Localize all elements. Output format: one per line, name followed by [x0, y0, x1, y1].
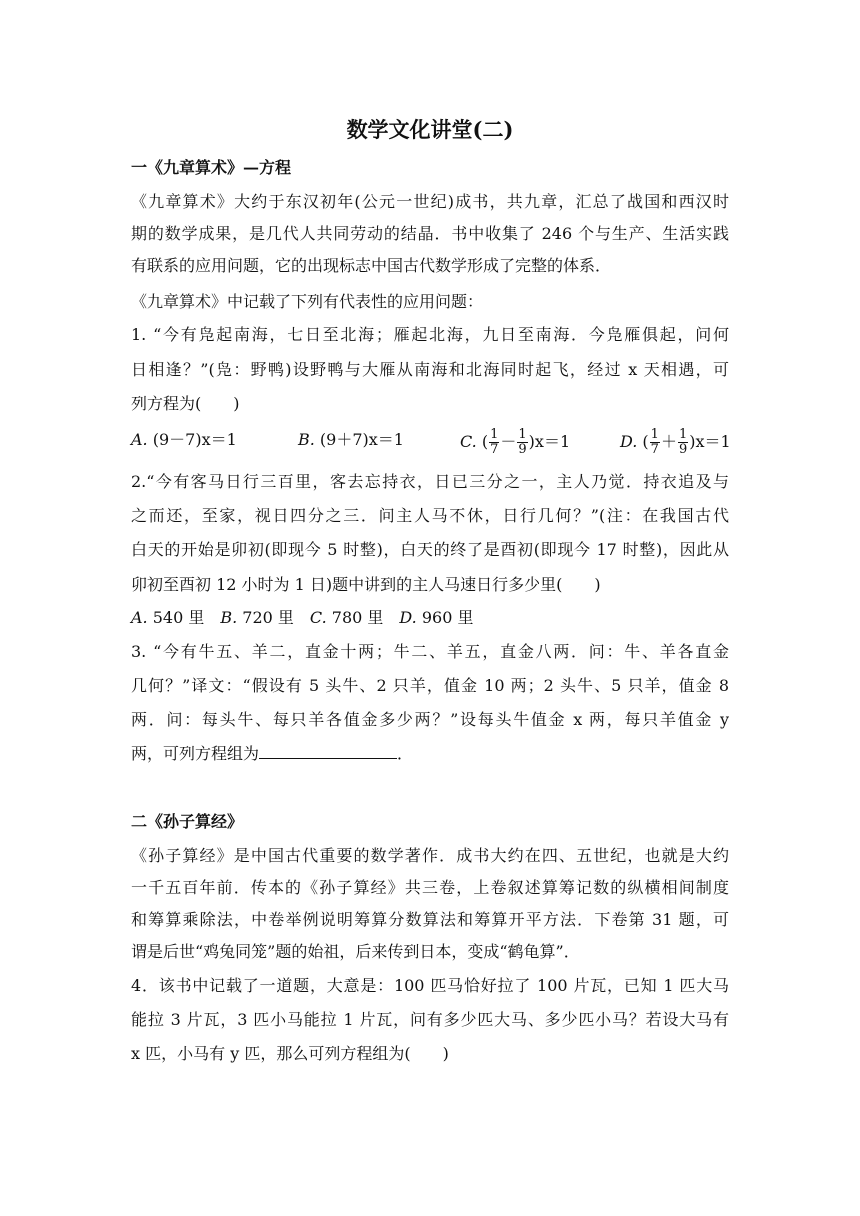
section1-intro-line: 《九章算术》大约于东汉初年(公元一世纪)成书，共九章，汇总了战国和西汉时: [131, 192, 729, 211]
section2-intro-line: 一千五百年前．传本的《孙子算经》共三卷，上卷叙述算筹记数的纵横相间制度: [131, 878, 729, 897]
question-3-line: 两．问：每头牛、每只羊各值金多少两？”设每头牛值金 x 两，每只羊值金 y: [131, 710, 729, 729]
question-1-line: 列方程为( ): [131, 394, 240, 413]
q2-options: A. 540 里 B. 720 里 C. 780 里 D. 960 里: [131, 608, 474, 627]
question-4-line: 能拉 3 片瓦，3 匹小马能拉 1 片瓦，问有多少匹大马、多少匹小马？若设大马有: [131, 1010, 729, 1029]
section2-heading: 二《孙子算经》: [131, 812, 244, 831]
option-text: (: [637, 432, 649, 451]
option-letter: D.: [620, 432, 638, 451]
question-3-line: 3. “今有牛五、羊二，直金十两；牛二、羊五，直金八两．问：牛、羊各直金: [131, 642, 729, 661]
fraction: $\frac{1}{9}$: [518, 427, 527, 457]
question-4-line: 4．该书中记载了一道题，大意是：100 匹马恰好拉了 100 片瓦，已知 1 匹大马: [131, 976, 729, 995]
section2-intro-line: 《孙子算经》是中国古代重要的数学著作．成书大约在四、五世纪，也就是大约: [131, 846, 729, 865]
option-text: (: [476, 432, 489, 451]
section1-intro-line: 有联系的应用问题，它的出现标志中国古代数学形成了完整的体系．: [131, 256, 612, 275]
option-letter: B.: [298, 430, 315, 449]
fraction: $\frac{1}{9}$: [678, 427, 688, 457]
question-1-line: 1. “今有凫起南海，七日至北海；雁起北海，九日至南海．今凫雁俱起，问何: [131, 325, 729, 344]
question-1-line: 日相逢？”(凫：野鸭)设野鸭与大雁从南海和北海同时起飞，经过 x 天相遇，可: [131, 360, 729, 379]
q1-option-d: D. ( $\frac{1}{7}$ ＋ $\frac{1}{9}$ )x＝1: [620, 427, 731, 457]
q1-option-a: [131, 428, 237, 452]
question-2-line: 2.“今有客马日行三百里，客去忘持衣，日已三分之一，主人乃觉．持衣追及与: [131, 472, 729, 491]
option-text: (9＋7)x＝1: [314, 430, 404, 449]
option-letter: C.: [460, 432, 477, 451]
question-4-line: x 匹，小马有 y 匹，那么可列方程组为( ): [131, 1044, 449, 1063]
question-3-line: 几何？”译文：“假设有 5 头牛、2 只羊，值金 10 两；2 头牛、5 只羊，值金 8: [131, 676, 729, 695]
fraction: $\frac{1}{7}$: [490, 427, 499, 457]
question-2-line: 卯初至酉初 12 小时为 1 日)题中讲到的主人马速日行多少里( ): [131, 575, 601, 594]
question-2-line: 之而还，至家，视日四分之三．问主人马不休，日行几何？”(注：在我国古代: [131, 506, 729, 525]
section1-heading: 一《九章算术》—方程: [131, 158, 292, 177]
question-2-line: 白天的开始是卯初(即现今 5 时整)，白天的终了是酉初(即现今 17 时整)，因此从: [131, 540, 729, 559]
option-text: (9－7)x＝1: [147, 430, 237, 449]
fraction: $\frac{1}{7}$: [650, 427, 659, 457]
q1-option-b: [298, 428, 404, 452]
section2-intro-line: 和筹算乘除法，中卷举例说明筹算分数算法和筹算开平方法．下卷第 31 题，可: [131, 910, 729, 929]
section1-intro-line: 期的数学成果，是几代人共同劳动的结晶．书中收集了 246 个与生产、生活实践: [131, 224, 729, 243]
question-3-line: 两，可列方程组为 ．: [131, 744, 414, 763]
option-letter: A.: [131, 430, 148, 449]
section2-intro-line: 谓是后世“鸡兔同笼”题的始祖，后来传到日本，变成“鹤龟算”．: [131, 942, 580, 961]
section1-intro-line: 《九章算术》中记载了下列有代表性的应用问题：: [131, 292, 484, 311]
q1-option-c: C. ( $\frac{1}{7}$ － $\frac{1}{9}$ )x＝1: [460, 427, 571, 457]
page-title: 数学文化讲堂(二): [346, 117, 514, 142]
answer-blank[interactable]: [259, 742, 397, 759]
